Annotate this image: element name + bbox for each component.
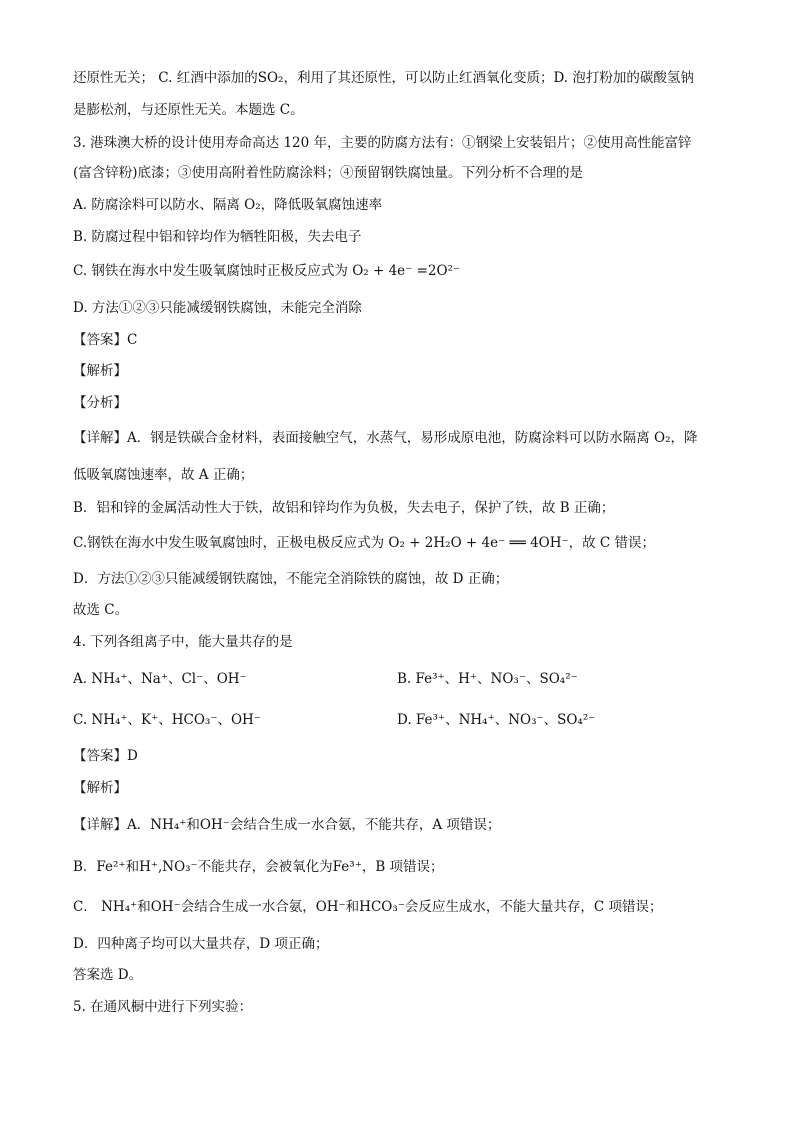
detail-line: 故选 C。 <box>73 602 129 618</box>
question-5-stem: 5. 在通风橱中进行下列实验： <box>73 999 253 1015</box>
detail-line: D．四种离子均可以大量共存，D 项正确； <box>73 936 329 952</box>
analysis-label: 【解析】 <box>73 363 127 379</box>
option-c: C. NH₄⁺、K⁺、HCO₃⁻、OH⁻ <box>73 712 261 728</box>
option-b: B. 防腐过程中铝和锌均作为牺牲阳极，失去电子 <box>73 229 362 245</box>
option-d: D. 方法①②③只能减缓钢铁腐蚀，未能完全消除 <box>73 300 362 316</box>
option-a: A. 防腐涂料可以防水、隔离 O₂，降低吸氧腐蚀速率 <box>73 197 383 213</box>
answer-label: 【答案】D <box>73 748 138 764</box>
text-line: 还原性无关； C. 红酒中添加的SO₂，利用了其还原性，可以防止红酒氧化变质；D. 泡打粉加的碳酸氢钠 <box>73 70 694 86</box>
question-3-stem: (富含锌粉)底漆；③使用高附着性防腐涂料；④预留钢铁腐蚀量。下列分析不合理的是 <box>73 165 584 181</box>
question-4-stem: 4. 下列各组离子中，能大量共存的是 <box>73 634 293 650</box>
option-c: C. 钢铁在海水中发生吸氧腐蚀时正极反应式为 O₂ + 4e⁻ =2O²⁻ <box>73 263 461 279</box>
option-b: B. Fe³⁺、H⁺、NO₃⁻、SO₄²⁻ <box>397 671 578 687</box>
detail-line: B．Fe²⁺和H⁺,NO₃⁻不能共存，会被氧化为Fe³⁺，B 项错误； <box>73 859 444 875</box>
analysis-label: 【解析】 <box>73 780 127 796</box>
detail-line: 低吸氧腐蚀速率，故 A 正确； <box>73 467 254 483</box>
detail-line: 【详解】A．NH₄⁺和OH⁻会结合生成一水合氨，不能共存，A 项错误； <box>73 817 501 833</box>
detail-line: 答案选 D。 <box>73 967 143 983</box>
detail-line: C． NH₄⁺和OH⁻会结合生成一水合氨，OH⁻和HCO₃⁻会反应生成水，不能大量共存，C 项错误； <box>73 899 663 915</box>
option-d: D. Fe³⁺、NH₄⁺、NO₃⁻、SO₄²⁻ <box>397 712 596 728</box>
detail-line: C.钢铁在海水中发生吸氧腐蚀时，正极电极反应式为 O₂ + 2H₂O + 4e⁻ ══ 4OH⁻，故 C 错误； <box>73 535 656 551</box>
text-line: 是膨松剂，与还原性无关。本题选 C。 <box>73 102 304 118</box>
detail-line: D．方法①②③只能减缓钢铁腐蚀，不能完全消除铁的腐蚀，故 D 正确； <box>73 571 509 587</box>
analysis-label: 【分析】 <box>73 395 127 411</box>
detail-line: B．铝和锌的金属活动性大于铁，故铝和锌均作为负极，失去电子，保护了铁，故 B 正确； <box>73 500 615 516</box>
question-3-stem: 3. 港珠澳大桥的设计使用寿命高达 120 年，主要的防腐方法有：①钢梁上安装铝片；②使用高性能富锌 <box>73 135 692 151</box>
answer-label: 【答案】C <box>73 332 138 348</box>
detail-line: 【详解】A．钢是铁碳合金材料，表面接触空气，水蒸气，易形成原电池，防腐涂料可以防水隔离 O₂，降 <box>73 430 698 446</box>
option-a: A. NH₄⁺、Na⁺、Cl⁻、OH⁻ <box>73 671 247 687</box>
